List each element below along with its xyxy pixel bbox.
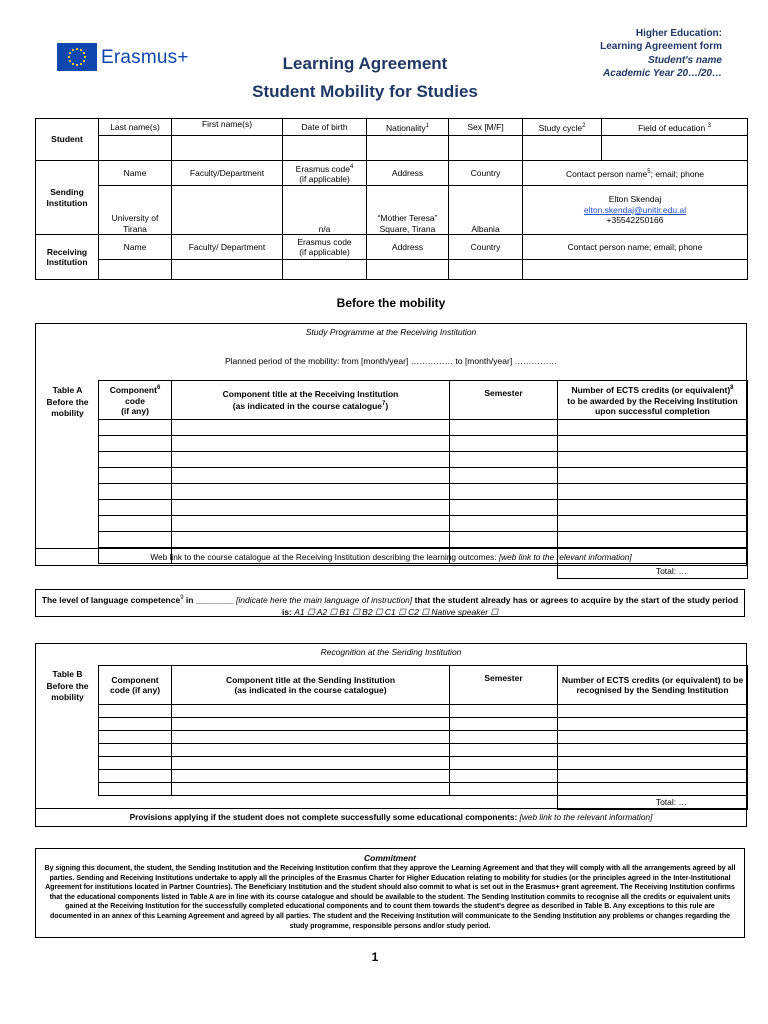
table-row[interactable] <box>99 757 172 770</box>
total-cell: Total: … <box>558 564 748 579</box>
table-row[interactable] <box>99 500 172 516</box>
table-a-label: Table A Before the mobility <box>46 385 89 418</box>
before-mobility-heading: Before the mobility <box>336 296 446 310</box>
table-cell[interactable] <box>558 420 748 436</box>
semester-header: Semester <box>450 666 558 705</box>
footnote-ref: 2 <box>582 122 586 129</box>
sending-erasmus-cell[interactable]: n/a <box>283 186 367 235</box>
sending-country-cell[interactable]: Albania <box>449 186 523 235</box>
receiving-country-cell[interactable] <box>449 260 523 280</box>
contact-header-rest: ; email; phone <box>650 168 705 179</box>
sending-address-cell[interactable]: “Mother Teresa” Square, Tirana <box>367 186 449 235</box>
table-cell[interactable] <box>172 757 450 770</box>
erasmus-code-header <box>283 161 367 186</box>
table-row[interactable] <box>99 770 172 783</box>
study-programme-heading: Study Programme at the Receiving Institution <box>305 327 477 337</box>
table-cell[interactable] <box>172 705 450 718</box>
student-institution-table <box>35 118 748 280</box>
table-row[interactable] <box>99 731 172 744</box>
table-cell[interactable] <box>450 500 558 516</box>
catalogue-note: (as indicated in the course catalogue) <box>234 685 387 695</box>
table-row[interactable] <box>99 516 172 532</box>
language-level-checkboxes[interactable]: A1 ☐ A2 ☐ B1 ☐ B2 ☐ C1 ☐ C2 ☐ Native speaker ☐ <box>294 606 499 617</box>
planned-period: Planned period of the mobility: from [month/year] …………… to [month/year] …………… <box>224 356 558 366</box>
table-cell[interactable] <box>450 436 558 452</box>
component-title-header <box>172 666 450 705</box>
address-header: Address <box>367 161 449 186</box>
receiving-faculty-cell[interactable] <box>172 260 283 280</box>
table-cell[interactable] <box>558 744 748 757</box>
component-text: Component <box>109 385 157 396</box>
table-row[interactable] <box>99 452 172 468</box>
contact-header-text: Contact person name <box>565 168 648 179</box>
country-header: Country <box>449 161 523 186</box>
language-text-rest: that the student already has or agrees to acquire by the start of the study period is: <box>281 594 739 617</box>
table-cell[interactable] <box>172 420 450 436</box>
component-code-header: Component code (if any) <box>99 666 172 705</box>
table-cell[interactable] <box>450 783 558 796</box>
table-cell[interactable] <box>450 532 558 548</box>
table-cell[interactable] <box>172 468 450 484</box>
footnote-ref: 7 <box>382 401 386 408</box>
table-cell[interactable] <box>172 436 450 452</box>
ects-header-rest: to be awarded by the Receiving Institution upon successful completion <box>567 395 738 417</box>
total-spacer <box>99 564 558 579</box>
footnote-ref: 1 <box>425 122 430 129</box>
col-last-name: Last name(s) <box>99 119 172 136</box>
table-cell[interactable] <box>172 452 450 468</box>
receiving-name-cell[interactable] <box>99 260 172 280</box>
date-of-birth-cell[interactable] <box>283 136 367 161</box>
provisions-row <box>36 808 746 826</box>
table-row[interactable] <box>99 484 172 500</box>
first-name-cell[interactable] <box>172 136 283 161</box>
footnote-ref: 3 <box>707 122 711 129</box>
receiving-contact-cell[interactable] <box>523 260 748 280</box>
table-cell[interactable] <box>172 532 450 548</box>
table-cell[interactable] <box>172 484 450 500</box>
weblink-placeholder[interactable]: [web link to the relevant information] <box>498 552 632 562</box>
footnote-ref: 5 <box>647 168 651 175</box>
page-number: 1 <box>371 950 379 964</box>
catalogue-note-close: ) <box>385 400 389 411</box>
col-date-of-birth: Date of birth <box>283 119 367 136</box>
table-cell[interactable] <box>558 757 748 770</box>
provisions-placeholder[interactable]: [web link to the relevant information] <box>519 812 653 822</box>
catalogue-note: (as indicated in the course catalogue <box>232 400 383 411</box>
contact-email-link[interactable]: elton.skendaj@unitir.edu.al <box>583 204 687 215</box>
table-row[interactable] <box>99 468 172 484</box>
ects-header: Number of ECTS credits (or equivalent) to be recognised by the Sending Institution <box>558 666 748 705</box>
recognition-heading: Recognition at the Sending Institution <box>320 647 462 657</box>
table-cell[interactable] <box>450 770 558 783</box>
table-cell[interactable] <box>558 500 748 516</box>
sending-contact-cell[interactable] <box>523 186 748 235</box>
table-cell[interactable] <box>450 757 558 770</box>
code-text: code <box>125 395 145 406</box>
if-any-text: (if any) <box>121 406 149 417</box>
document-subtitle: Student Mobility for Studies <box>252 82 478 101</box>
study-cycle-cell[interactable] <box>523 136 602 161</box>
contact-phone: +35542250166 <box>606 215 664 226</box>
component-title-text: Component title at the Sending Institution <box>225 674 396 685</box>
commitment-heading: Commitment <box>364 853 416 863</box>
table-cell[interactable] <box>172 731 450 744</box>
component-code-header <box>99 381 172 420</box>
country-header: Country <box>449 235 523 260</box>
footnote-ref: 6 <box>156 385 161 392</box>
table-cell[interactable] <box>172 783 450 796</box>
table-row[interactable] <box>99 783 172 796</box>
col-study-cycle <box>523 119 602 136</box>
table-cell[interactable] <box>558 705 748 718</box>
table-cell[interactable] <box>172 744 450 757</box>
erasmus-code-text: Erasmus code <box>295 163 350 174</box>
component-title-text: Component title at the Receiving Institution <box>222 388 399 399</box>
col-nationality <box>367 119 449 136</box>
table-cell[interactable] <box>450 484 558 500</box>
student-label: Student <box>36 119 99 161</box>
provisions-text: Provisions applying if the student does not complete successfully some educational components: <box>129 812 520 822</box>
table-b-label: Table B Before the mobility <box>46 669 89 702</box>
col-field-of-education <box>602 119 748 136</box>
header-info <box>600 27 722 81</box>
table-a-box <box>35 323 747 576</box>
academic-year: Academic Year 20…/20… <box>603 68 722 80</box>
name-header: Name <box>99 235 172 260</box>
footnote-ref: 9 <box>180 595 184 601</box>
table-cell[interactable] <box>172 770 450 783</box>
table-cell[interactable] <box>558 484 748 500</box>
footnote-ref: 8 <box>730 385 734 392</box>
col-study-cycle-text: Study cycle <box>538 122 583 133</box>
address-header: Address <box>367 235 449 260</box>
sending-faculty-cell[interactable] <box>172 186 283 235</box>
sending-institution-label: Sending Institution <box>36 161 99 235</box>
table-b <box>98 665 748 810</box>
ects-header <box>558 381 748 420</box>
table-cell[interactable] <box>450 452 558 468</box>
table-row[interactable] <box>99 420 172 436</box>
semester-header: Semester <box>450 381 558 420</box>
contact-header <box>523 161 748 186</box>
contact-header: Contact person name; email; phone <box>523 235 748 260</box>
table-b-box <box>35 643 747 827</box>
table-cell[interactable] <box>558 783 748 796</box>
table-cell[interactable] <box>450 420 558 436</box>
language-text: The level of language competence <box>41 594 181 605</box>
table-cell[interactable] <box>558 468 748 484</box>
table-cell[interactable] <box>558 452 748 468</box>
table-cell[interactable] <box>558 731 748 744</box>
faculty-header: Faculty/Department <box>172 161 283 186</box>
receiving-institution-label: Receiving Institution <box>36 235 99 280</box>
table-cell[interactable] <box>558 770 748 783</box>
student-name-placeholder: Student's name <box>647 54 722 66</box>
table-cell[interactable] <box>558 532 748 548</box>
table-cell[interactable] <box>450 744 558 757</box>
receiving-address-cell[interactable] <box>367 260 449 280</box>
table-row[interactable] <box>99 718 172 731</box>
table-cell[interactable] <box>172 516 450 532</box>
contact-name: Elton Skendaj <box>608 194 662 205</box>
table-row[interactable] <box>99 436 172 452</box>
table-row[interactable] <box>99 532 172 548</box>
table-row[interactable] <box>99 705 172 718</box>
table-cell[interactable] <box>172 500 450 516</box>
col-first-name: First name(s) <box>172 119 283 136</box>
footnote-ref: 4 <box>350 163 354 170</box>
sex-cell[interactable] <box>449 136 523 161</box>
table-cell[interactable] <box>558 436 748 452</box>
ects-header-text: Number of ECTS credits (or equivalent) <box>571 385 731 396</box>
language-instruction: [indicate here the main language of instruction] <box>236 594 413 605</box>
erasmus-code-note: (if applicable) <box>299 247 350 257</box>
component-title-header <box>172 381 450 420</box>
nationality-cell[interactable] <box>367 136 449 161</box>
table-row[interactable] <box>99 744 172 757</box>
col-field-text: Field of education <box>638 122 706 133</box>
erasmus-code-header <box>283 235 367 260</box>
receiving-erasmus-cell[interactable] <box>283 260 367 280</box>
sending-name-cell[interactable]: University of Tirana <box>99 186 172 235</box>
last-name-cell[interactable] <box>99 136 172 161</box>
table-cell[interactable] <box>172 718 450 731</box>
table-cell[interactable] <box>558 516 748 532</box>
commitment-text: By signing this document, the student, the Sending Institution and the Receiving Institution confirm that they approve the Learning Agreement and that they will comply with all the arrangements agreed by all parties. Sending and Receiving Institutions undertake to apply all the principles of the Erasmus Charter for Higher Education relating to mobility for studies (or the principles agreed in the Inter-Institutional Agreement for institutions located in Partner Countries). The Beneficiary Institution and the student should also commit to what is set out in the Erasmus+ grant agreement. The Receiving Institution confirms that the educational components listed in Table A are in line with its course catalogue and should be available to the student. The Sending Institution commits to recognise all the credits or equivalent units gained at the Receiving Institution for the successfully completed educational components and to count them towards the student's degree as described in Table B. Any exceptions to this rule are documented in an annex of this Learning Agreement and agreed by all parties. The student and the Receiving Institution will communicate to the Sending Institution any problems or changes regarding the study programme, responsible persons and/or study period. <box>44 865 736 930</box>
table-cell[interactable] <box>450 468 558 484</box>
col-nationality-text: Nationality <box>385 122 426 133</box>
header-info-line: Learning Agreement form <box>600 41 722 53</box>
table-cell[interactable] <box>450 705 558 718</box>
weblink-row <box>36 548 746 565</box>
document-title: Learning Agreement <box>282 54 448 73</box>
erasmus-code-text: Erasmus code <box>297 236 352 247</box>
table-cell[interactable] <box>558 718 748 731</box>
commitment-box <box>35 848 745 938</box>
field-of-education-cell[interactable] <box>602 136 748 161</box>
name-header: Name <box>99 161 172 186</box>
erasmus-code-note: (if applicable) <box>299 173 350 184</box>
weblink-text: Web link to the course catalogue at the Receiving Institution describing the learning outcomes: <box>150 552 499 562</box>
col-sex: Sex [M/F] <box>449 119 523 136</box>
table-cell[interactable] <box>450 516 558 532</box>
faculty-header: Faculty/ Department <box>172 235 283 260</box>
table-cell[interactable] <box>450 731 558 744</box>
header-info-line: Higher Education: <box>635 28 722 39</box>
total-cell: Total: … <box>558 796 748 810</box>
table-cell[interactable] <box>450 718 558 731</box>
language-competence-box <box>35 589 745 617</box>
language-blank[interactable]: in ________ <box>183 594 237 605</box>
logo-text: Erasmus+ <box>101 47 189 68</box>
